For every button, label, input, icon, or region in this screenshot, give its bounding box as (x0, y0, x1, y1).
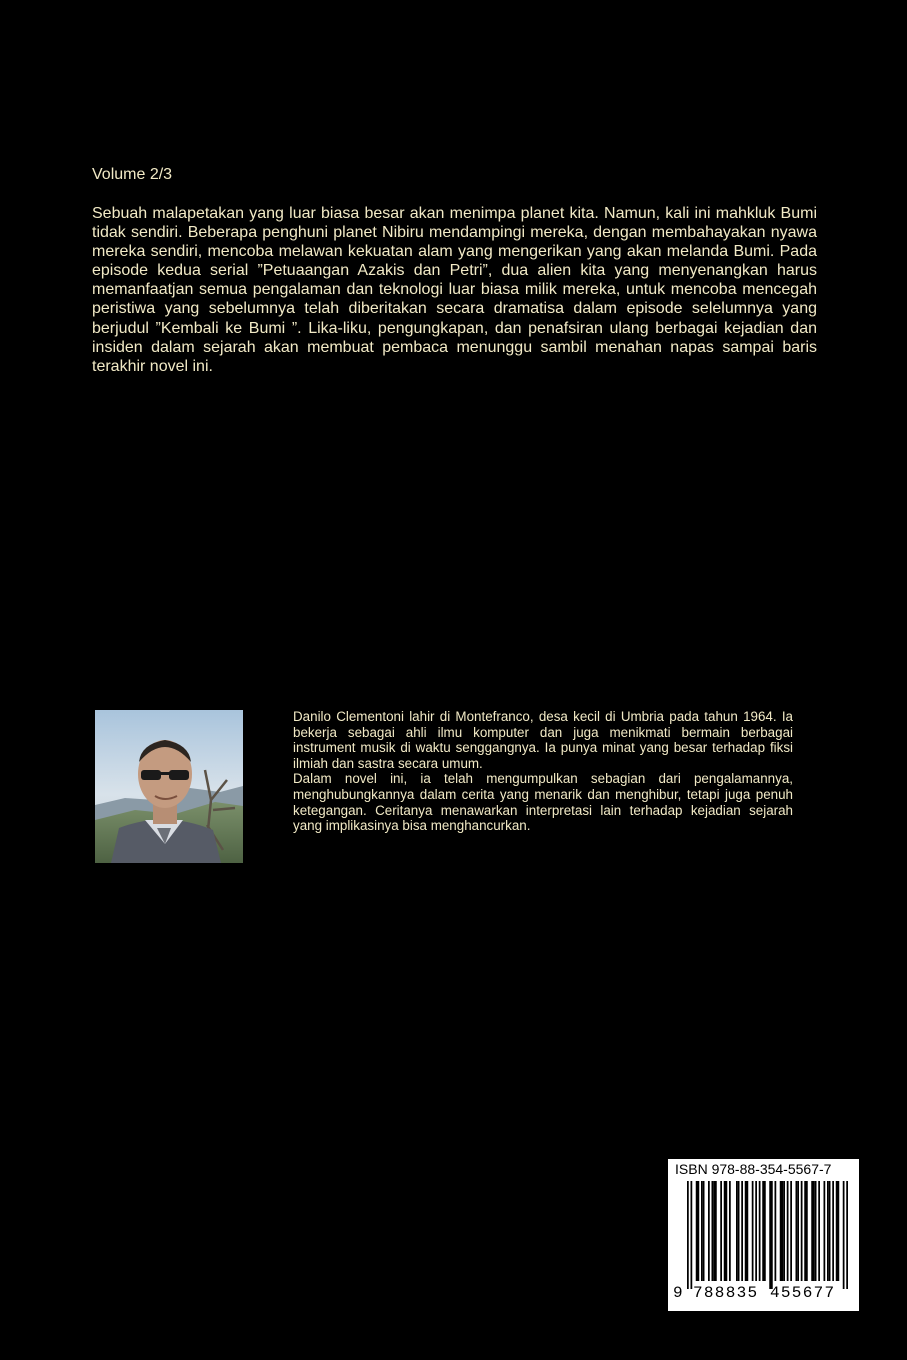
barcode-bar (813, 1181, 815, 1281)
author-photo (95, 710, 243, 863)
barcode-bar (712, 1181, 714, 1281)
barcode-bar (787, 1181, 789, 1281)
barcode-bar (832, 1181, 834, 1281)
barcode-bar (729, 1181, 731, 1281)
barcode-bar (687, 1181, 689, 1289)
barcode-bar (804, 1181, 806, 1281)
barcode-bar (846, 1181, 848, 1289)
barcode-bar (698, 1181, 700, 1281)
barcode-digits (673, 1283, 855, 1303)
author-bio (293, 709, 793, 834)
barcode-digit-first: 9 (673, 1284, 683, 1302)
barcode-bar (738, 1181, 740, 1281)
barcode-bar (815, 1181, 817, 1281)
isbn-label: ISBN 978-88-354-5567-7 (675, 1161, 832, 1177)
barcode-bar (720, 1181, 722, 1281)
barcode-bar (764, 1181, 766, 1281)
barcode-bar (790, 1181, 792, 1281)
barcode-bar (747, 1181, 749, 1281)
back-cover-blurb: Sebuah malapetakan yang luar biasa besar akan menimpa planet kita. Namun, kali ini mahkluk Bumi tidak sendiri. Beberapa penghuni planet Nibiru mendampingi mereka, dengan membahayakan nyawa mereka sendiri, mencoba melawan kekuatan alam yang mengerikan yang akan melanda Bumi. Pada episode kedua serial ”Petuaangan Azakis dan Petri”, dua alien kita yang menyenangkan harus memanfaatjan semua pengalaman dan teknologi luar biasa milik mereka, untuk mencoba mencegah peristiwa yang sebelumnya telah diberitakan secara dramatisa dalam episode selelumnya yang berjudul ”Kembali ke Bumi ”. Lika-liku, pengungkapan, dan penafsiran ulang berbagai kejadian dan insiden dalam sejarah akan membuat pembaca menunggu sambil menahan napas sampai baris terakhir novel ini. (92, 205, 817, 375)
barcode-bar (818, 1181, 820, 1281)
barcode-bar (708, 1181, 710, 1281)
barcode-bar (769, 1181, 771, 1289)
barcode-bar (736, 1181, 738, 1281)
barcode-bar (696, 1181, 698, 1281)
barcode-bar (806, 1181, 808, 1281)
barcode-bar (762, 1181, 764, 1281)
barcode-bar (843, 1181, 845, 1289)
barcode-bar (759, 1181, 761, 1281)
barcode-bar (782, 1181, 784, 1281)
barcode-bar (838, 1181, 840, 1281)
barcode-bar (724, 1181, 726, 1281)
barcode-bar (780, 1181, 782, 1281)
barcode-bar (836, 1181, 838, 1281)
barcode-bar (703, 1181, 705, 1281)
barcode-bar (783, 1181, 785, 1281)
barcode-bar (824, 1181, 826, 1281)
barcode-bar (701, 1181, 703, 1281)
author-bio-paragraph: Danilo Clementoni lahir di Montefranco, desa kecil di Umbria pada tahun 1964. Ia bekerja sebagai ahli ilmu komputer dan juga menikmati bermain berbagai instrument musik di waktu senggangnya. Ia punya minat yang besar terhadap fiksi ilmiah dan sastra secara umum. (293, 709, 793, 771)
barcode-bar (691, 1181, 693, 1289)
barcode-bar (752, 1181, 754, 1281)
barcode-bar (827, 1181, 829, 1281)
barcode-bar (771, 1181, 773, 1289)
barcode-bar (811, 1181, 813, 1281)
barcode-bar (741, 1181, 743, 1281)
isbn-barcode (668, 1159, 859, 1311)
volume-label: Volume 2/3 (92, 166, 173, 183)
barcode-bar (726, 1181, 728, 1281)
author-bio-paragraph: Dalam novel ini, ia telah mengumpulkan sebagian dari pengalamannya, menghubungkannya dalam cerita yang menarik dan menghibur, tetapi juga penuh ketegangan. Ceritanya menawarkan interpretasi lain terhadap kejadian sejarah yang implikasinya bisa menghancurkan. (293, 771, 793, 834)
barcode-bar (775, 1181, 777, 1281)
barcode-digits-right: 455677 (770, 1284, 836, 1302)
barcode-bar (797, 1181, 799, 1281)
barcode-bar (829, 1181, 831, 1281)
barcode-bar (801, 1181, 803, 1281)
barcode-bar (713, 1181, 715, 1281)
barcode-bar (755, 1181, 757, 1281)
barcode-bar (745, 1181, 747, 1281)
barcode-bar (715, 1181, 717, 1281)
barcode-bar (796, 1181, 798, 1281)
barcode-digits-left: 788835 (693, 1284, 759, 1302)
